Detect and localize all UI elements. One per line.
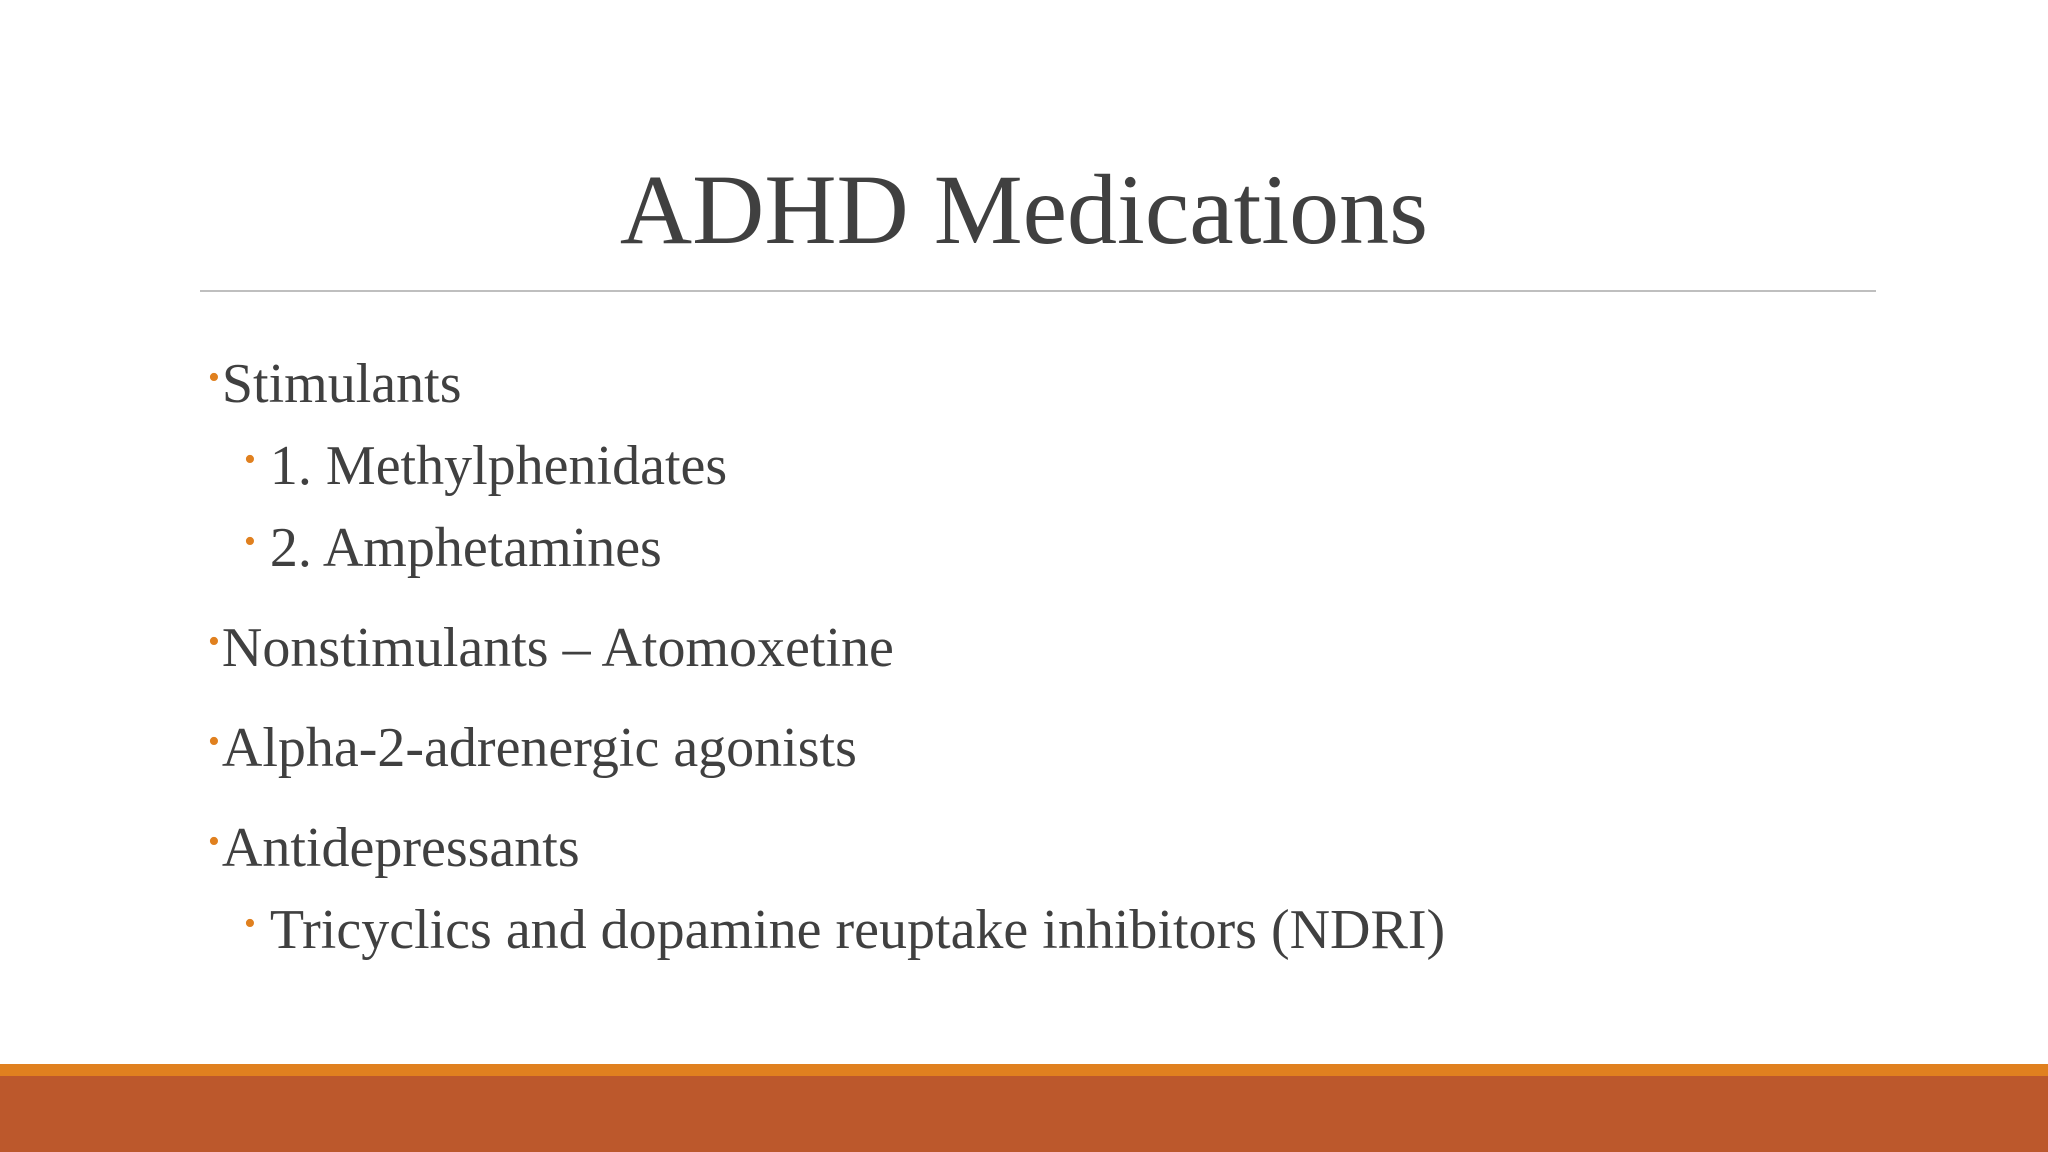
list-item [208, 608, 1868, 682]
list-item-text: Antidepressants [221, 817, 580, 879]
list-item-text: Tricyclics and dopamine reuptake inhibitors (NDRI) [269, 899, 1446, 961]
list-item-text: Alpha-2-adrenergic agonists [221, 717, 857, 779]
bullet-icon: • [208, 359, 220, 396]
bullet-icon: • [244, 523, 256, 560]
bullet-icon: • [244, 905, 256, 942]
list-item [244, 890, 1868, 964]
list-item-text: 2. Amphetamines [269, 517, 662, 579]
list-item [208, 708, 1868, 782]
bullet-icon: • [208, 723, 220, 760]
footer-accent-bar [0, 1064, 2048, 1076]
list-item-text: Stimulants [221, 353, 462, 415]
title-divider [200, 290, 1876, 292]
slide-title: ADHD Medications [619, 154, 1429, 265]
bullet-icon: • [208, 823, 220, 860]
bullet-list [208, 344, 1868, 964]
list-item [244, 426, 1868, 500]
bullet-icon: • [244, 441, 256, 478]
list-item-text: Nonstimulants – Atomoxetine [221, 617, 894, 679]
list-item [244, 508, 1868, 582]
footer-bar [0, 1076, 2048, 1152]
list-item-text: 1. Methylphenidates [269, 435, 728, 497]
list-item [208, 344, 1868, 418]
bullet-icon: • [208, 623, 220, 660]
list-item [208, 808, 1868, 882]
